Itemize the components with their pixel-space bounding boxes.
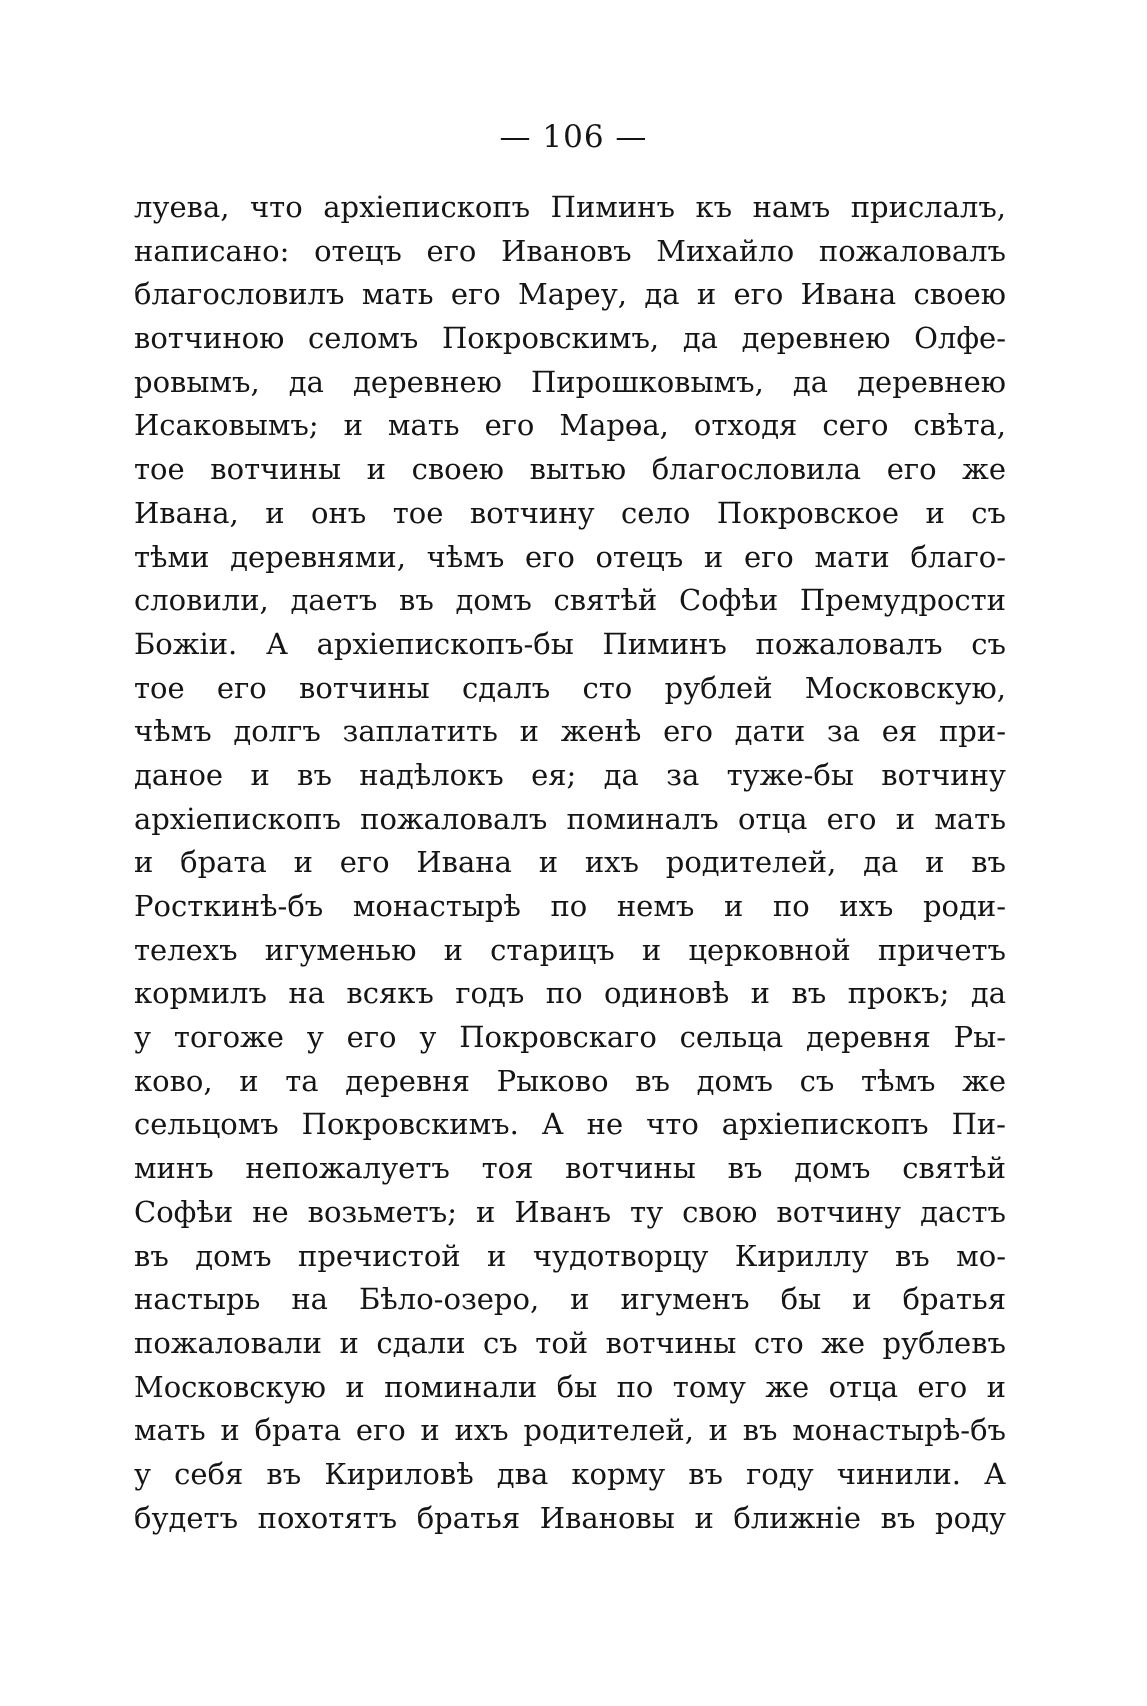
text-line: архіепископъ пожаловалъ поминалъ отца его и мать	[134, 801, 1006, 836]
text-line: кормилъ на всякъ годъ по одиновѣ и въ прокъ; да	[134, 976, 1006, 1011]
text-line: ково, и та деревня Рыково въ домъ съ тѣмъ же	[134, 1063, 1006, 1098]
text-line: Софѣи не возьметъ; и Иванъ ту свою вотчину дастъ	[134, 1194, 1006, 1229]
text-line: Исаковымъ; и мать его Марөа, отходя сего свѣта,	[134, 408, 1006, 443]
text-line: сельцомъ Покровскимъ. А не что архіепископъ Пи-	[134, 1107, 1006, 1142]
text-line: тое его вотчины сдалъ сто рублей Московскую,	[134, 670, 1006, 705]
text-line: Росткинѣ-бъ монастырѣ по немъ и по ихъ роди-	[134, 889, 1006, 923]
text-line: Московскую и поминали бы по тому же отца его и	[134, 1369, 1006, 1404]
text-line: въ домъ пречистой и чудотворцу Кириллу въ мо-	[134, 1238, 1006, 1273]
text-line: словили, даетъ въ домъ святѣй Софѣи Премудрости	[134, 583, 1006, 618]
text-line: у тогоже у его у Покровскаго сельца деревня Ры-	[134, 1020, 1006, 1055]
text-line: мать и брата его и ихъ родителей, и въ монастырѣ-бъ	[134, 1413, 1006, 1448]
text-line: написано: отецъ его Ивановъ Михайло пожаловалъ	[134, 233, 1006, 268]
text-line: Ивана, и онъ тое вотчину село Покровское и съ	[134, 495, 1006, 530]
text-line: будетъ похотятъ братья Ивановы и ближніе въ роду	[134, 1500, 1006, 1535]
text-line: даное и въ надѣлокъ ея; да за туже-бы вотчину	[134, 757, 1006, 792]
text-line: и брата и его Ивана и ихъ родителей, да и въ	[134, 845, 1006, 880]
text-line: Божіи. А архіепископъ-бы Пиминъ пожаловалъ съ	[134, 626, 1006, 661]
text-line: чѣмъ долгъ заплатить и женѣ его дати за ея при-	[134, 714, 1006, 749]
page-number: — 106 —	[499, 119, 648, 155]
text-line: ровымъ, да деревнею Пирошковымъ, да деревнею	[134, 364, 1006, 399]
text-line: у себя въ Кириловѣ два корму въ году чинили. А	[134, 1456, 1006, 1491]
text-line: вотчиною селомъ Покровскимъ, да деревнею Олфе-	[134, 321, 1006, 356]
text-line: благословилъ мать его Мареу, да и его Ивана своею	[134, 277, 1006, 312]
text-line: тое вотчины и своею вытью благословила его же	[134, 452, 1006, 487]
body-text	[134, 186, 1006, 1540]
text-line: минъ непожалуетъ тоя вотчины въ домъ святѣй	[134, 1151, 1006, 1186]
text-line: тѣми деревнями, чѣмъ его отецъ и его мати благо-	[134, 539, 1006, 574]
text-line: пожаловали и сдали съ той вотчины сто же рублевъ	[134, 1325, 1006, 1360]
text-line: луева, что архіепископъ Пиминъ къ намъ прислалъ,	[134, 190, 1006, 224]
text-line: настырь на Бѣло-озеро, и игуменъ бы и братья	[134, 1282, 1006, 1317]
text-line: телехъ игуменью и старицъ и церковной причетъ	[134, 932, 1006, 967]
